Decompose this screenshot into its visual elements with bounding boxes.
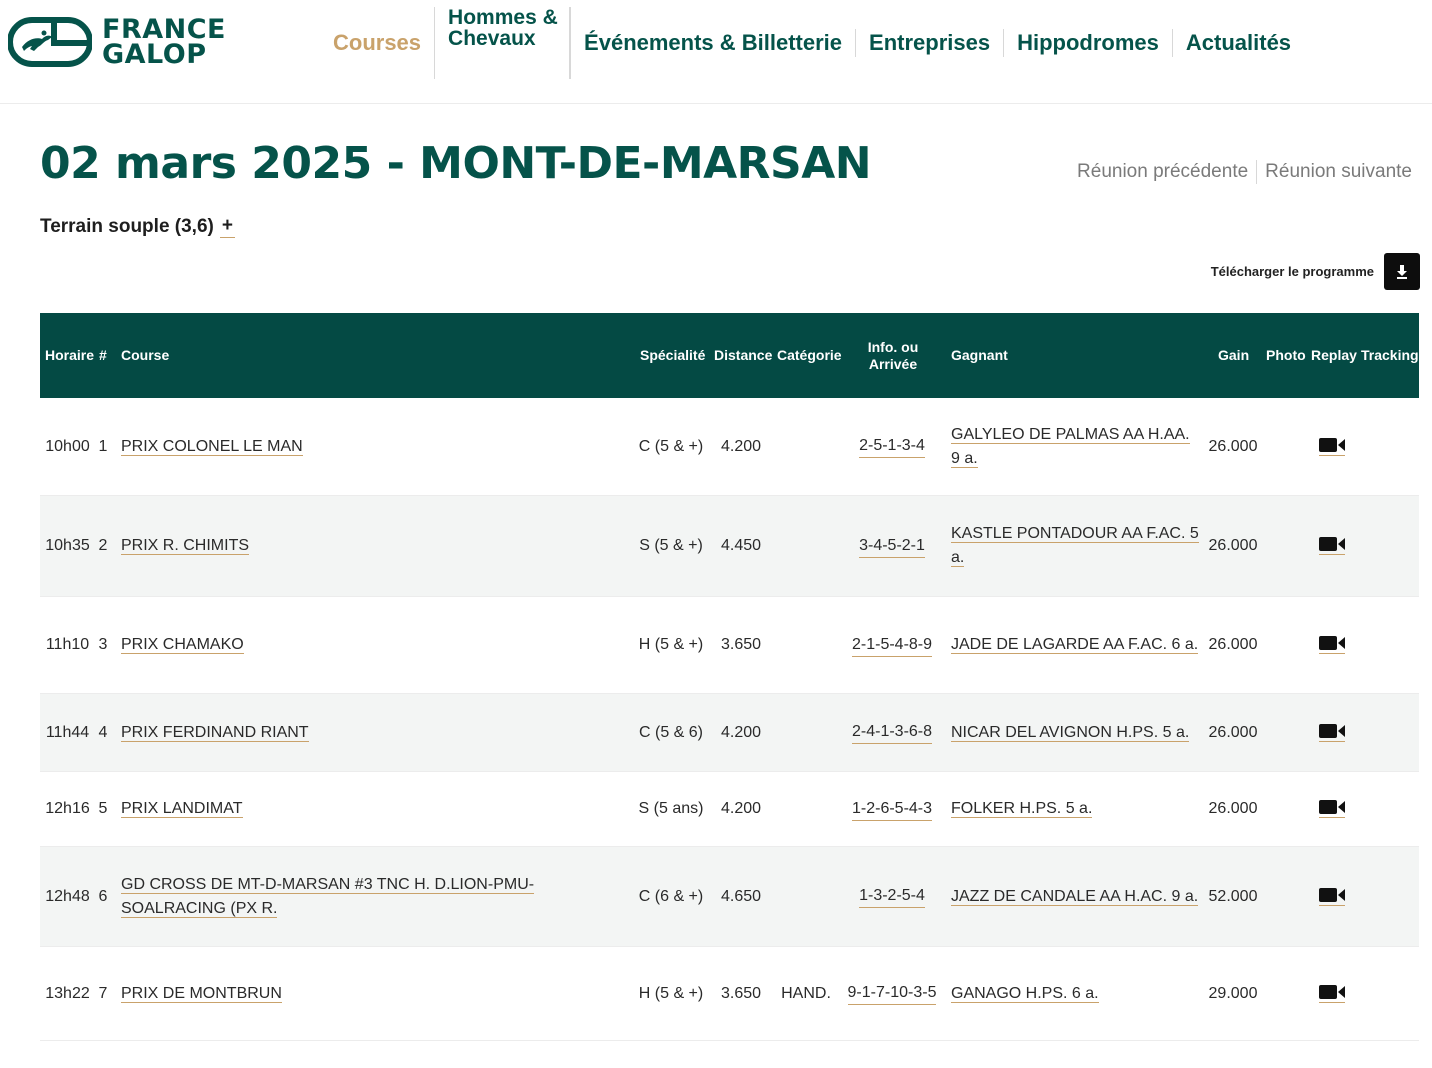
col-gain: Gain	[1218, 347, 1250, 363]
download-program-label: Télécharger le programme	[1210, 264, 1374, 279]
race-name-link[interactable]: GD CROSS DE MT-D-MARSAN #3 TNC H. D.LION-PMU-SOALRACING (PX R.	[121, 875, 535, 917]
race-gain: 26.000	[1208, 537, 1258, 554]
race-distance: 3.650	[720, 984, 762, 1002]
horse-logo-icon	[8, 17, 92, 67]
race-name-link[interactable]: PRIX LANDIMAT	[121, 800, 243, 817]
race-number: 2	[98, 537, 108, 554]
col-course: Course	[121, 347, 170, 363]
arrivee-link[interactable]: 3-4-5-2-1	[859, 535, 925, 558]
winner-link[interactable]: GANAGO H.PS. 6 a.	[951, 984, 1099, 1002]
race-distance: 4.200	[720, 723, 762, 741]
race-distance: 4.650	[720, 887, 762, 905]
col-distance: Distance	[714, 347, 773, 363]
race-distance: 3.650	[720, 636, 762, 653]
video-camera-icon	[1319, 888, 1345, 902]
horaire-cell	[40, 398, 95, 495]
races-table	[40, 313, 1419, 1041]
gagnant-wrapper	[951, 423, 1201, 471]
gagnant-cell	[951, 947, 1201, 1040]
gain-cell	[1203, 597, 1263, 693]
video-camera-icon	[1319, 800, 1345, 814]
table-body	[40, 398, 1419, 1041]
terrain-label: Terrain souple (3,6)	[40, 215, 214, 237]
gagnant-cell	[951, 597, 1201, 693]
arrivee-link[interactable]: 1-3-2-5-4	[859, 885, 925, 908]
arrivee-cell	[842, 496, 942, 596]
gagnant-cell	[951, 398, 1201, 495]
race-distance: 4.450	[720, 537, 762, 554]
race-name-link[interactable]: PRIX CHAMAKO	[121, 636, 244, 653]
course-wrapper	[121, 873, 561, 921]
nav-courses[interactable]: Courses	[333, 30, 422, 55]
col-categorie: Catégorie	[777, 347, 842, 363]
winner-link[interactable]: FOLKER H.PS. 5 a.	[951, 800, 1093, 817]
course-wrapper	[121, 435, 303, 459]
winner-link[interactable]: JAZZ DE CANDALE AA H.AC. 9 a.	[951, 887, 1199, 905]
gagnant-cell	[951, 847, 1201, 946]
race-specialite: S (5 & +)	[639, 537, 703, 554]
replay-button[interactable]	[1319, 800, 1345, 818]
col-specialite: Spécialité	[640, 347, 706, 363]
col-info-line-1: Info. ou	[867, 338, 919, 355]
distance-cell	[710, 496, 772, 596]
nav-hippodromes[interactable]: Hippodromes	[1003, 29, 1172, 57]
table-row	[40, 694, 1419, 772]
col-info-line-2: Arrivée	[868, 355, 918, 372]
gain-cell	[1203, 496, 1263, 596]
categorie-cell	[775, 847, 837, 946]
course-wrapper	[121, 534, 249, 558]
specialite-cell	[632, 947, 710, 1040]
distance-cell	[710, 398, 772, 495]
race-specialite: S (5 ans)	[638, 800, 704, 817]
previous-meeting-link[interactable]: Réunion précédente	[1077, 161, 1249, 182]
race-number: 5	[98, 800, 108, 817]
horaire-cell	[40, 772, 95, 846]
race-gain: 26.000	[1208, 437, 1258, 455]
race-number-cell	[95, 694, 111, 771]
terrain-info	[40, 215, 235, 238]
distance-cell	[710, 947, 772, 1040]
race-specialite: H (5 & +)	[638, 984, 704, 1002]
gagnant-cell	[951, 496, 1201, 596]
gain-cell	[1203, 772, 1263, 846]
replay-button[interactable]	[1319, 724, 1345, 742]
race-number-cell	[95, 597, 111, 693]
page-title: 02 mars 2025 - MONT-DE-MARSAN	[40, 138, 872, 189]
replay-cell	[1306, 496, 1358, 596]
table-header	[40, 313, 1419, 398]
video-camera-icon	[1319, 438, 1345, 452]
arrivee-link[interactable]: 9-1-7-10-3-5	[848, 982, 937, 1005]
race-name-link[interactable]: PRIX DE MONTBRUN	[121, 984, 282, 1002]
replay-cell	[1306, 947, 1358, 1040]
course-wrapper	[121, 721, 309, 745]
categorie-cell	[775, 947, 837, 1040]
distance-cell	[710, 694, 772, 771]
terrain-expand-button[interactable]: +	[221, 215, 233, 236]
arrivee-cell	[842, 947, 942, 1040]
race-name-link[interactable]: PRIX R. CHIMITS	[121, 537, 250, 554]
race-specialite: C (6 & +)	[638, 887, 704, 905]
course-wrapper	[121, 633, 244, 657]
col-number: #	[99, 347, 107, 363]
race-distance: 4.200	[720, 800, 762, 817]
course-wrapper	[121, 797, 243, 821]
specialite-cell	[632, 597, 710, 693]
replay-button[interactable]	[1319, 537, 1345, 555]
race-specialite: H (5 & +)	[638, 636, 704, 653]
specialite-cell	[632, 398, 710, 495]
video-camera-icon	[1319, 724, 1345, 738]
brand-name	[102, 14, 226, 70]
specialite-cell	[632, 847, 710, 946]
distance-cell	[710, 847, 772, 946]
race-number: 6	[98, 887, 108, 905]
col-horaire: Horaire	[45, 347, 95, 363]
gain-cell	[1203, 694, 1263, 771]
arrivee-cell	[842, 847, 942, 946]
download-icon	[1395, 264, 1409, 280]
divider	[1256, 160, 1257, 184]
course-wrapper	[121, 982, 282, 1006]
course-cell	[121, 694, 561, 771]
video-camera-icon	[1319, 636, 1345, 650]
distance-cell	[710, 597, 772, 693]
race-number-cell	[95, 772, 111, 846]
course-cell	[121, 496, 561, 596]
winner-link[interactable]: GALYLEO DE PALMAS AA H.AA. 9 a.	[951, 425, 1190, 467]
course-cell	[121, 597, 561, 693]
horaire-cell	[40, 496, 95, 596]
gain-cell	[1203, 947, 1263, 1040]
nav-hommes-chevaux[interactable]: Hommes & Chevaux	[434, 7, 571, 79]
table-row	[40, 847, 1419, 947]
gain-cell	[1203, 398, 1263, 495]
replay-cell	[1306, 694, 1358, 771]
horaire-cell	[40, 597, 95, 693]
race-gain: 26.000	[1208, 636, 1258, 653]
arrivee-link[interactable]: 2-4-1-3-6-8	[852, 721, 932, 744]
race-number-cell	[95, 398, 111, 495]
race-time: 10h00	[45, 437, 90, 455]
arrivee-cell	[842, 772, 942, 846]
race-number: 7	[98, 984, 108, 1002]
specialite-cell	[632, 694, 710, 771]
gagnant-wrapper	[951, 721, 1189, 745]
race-time: 13h22	[45, 984, 90, 1002]
brand-line-2: GALOP	[102, 39, 207, 70]
arrivee-cell	[842, 597, 942, 693]
table-row	[40, 947, 1419, 1041]
race-time: 11h10	[45, 636, 90, 653]
video-camera-icon	[1319, 985, 1345, 999]
download-button[interactable]	[1384, 253, 1420, 290]
replay-button[interactable]	[1319, 636, 1345, 654]
race-time: 10h35	[45, 537, 90, 554]
horaire-cell	[40, 947, 95, 1040]
categorie-cell	[775, 496, 837, 596]
brand-line-1: FRANCE	[102, 14, 226, 45]
race-specialite: C (5 & +)	[638, 437, 704, 455]
gagnant-wrapper	[951, 982, 1099, 1006]
horaire-cell	[40, 847, 95, 946]
video-camera-icon	[1319, 537, 1345, 551]
meeting-navigation	[1077, 160, 1412, 184]
race-gain: 52.000	[1208, 887, 1258, 905]
course-cell	[121, 847, 561, 946]
replay-cell	[1306, 772, 1358, 846]
table-row	[40, 772, 1419, 847]
race-categorie: HAND.	[781, 984, 831, 1002]
col-tracking: Tracking	[1361, 347, 1419, 363]
course-cell	[121, 947, 561, 1040]
race-number-cell	[95, 496, 111, 596]
col-info-arrivee	[850, 313, 936, 398]
arrivee-cell	[842, 398, 942, 495]
replay-cell	[1306, 847, 1358, 946]
gagnant-wrapper	[951, 522, 1201, 570]
replay-button[interactable]	[1319, 438, 1345, 456]
main-nav	[324, 0, 1304, 86]
replay-cell	[1306, 398, 1358, 495]
horaire-cell	[40, 694, 95, 771]
replay-button[interactable]	[1319, 985, 1345, 1003]
gagnant-wrapper	[951, 885, 1198, 909]
table-row	[40, 496, 1419, 597]
arrivee-cell	[842, 694, 942, 771]
nav-actualites[interactable]: Actualités	[1172, 29, 1304, 57]
race-distance: 4.200	[720, 437, 762, 455]
race-number: 1	[98, 437, 108, 455]
race-number: 4	[98, 723, 108, 741]
table-row	[40, 597, 1419, 694]
replay-cell	[1306, 597, 1358, 693]
france-galop-logo[interactable]	[8, 16, 253, 68]
nav-entreprises[interactable]: Entreprises	[855, 29, 1003, 57]
gagnant-cell	[951, 772, 1201, 846]
download-program	[1211, 253, 1420, 290]
race-name-link[interactable]: PRIX FERDINAND RIANT	[121, 723, 309, 741]
arrivee-link[interactable]: 2-5-1-3-4	[859, 435, 925, 458]
gagnant-wrapper	[951, 797, 1092, 821]
winner-link[interactable]: KASTLE PONTADOUR AA F.AC. 5 a.	[951, 525, 1199, 566]
race-time: 12h48	[45, 887, 90, 905]
gagnant-cell	[951, 694, 1201, 771]
race-gain: 26.000	[1208, 723, 1258, 741]
race-number-cell	[95, 947, 111, 1040]
race-number: 3	[98, 636, 108, 653]
race-time: 11h44	[45, 723, 90, 741]
winner-link[interactable]: NICAR DEL AVIGNON H.PS. 5 a.	[951, 723, 1190, 741]
specialite-cell	[632, 496, 710, 596]
site-header	[0, 0, 1432, 104]
race-name-link[interactable]: PRIX COLONEL LE MAN	[121, 437, 303, 455]
categorie-cell	[775, 694, 837, 771]
specialite-cell	[632, 772, 710, 846]
categorie-cell	[775, 772, 837, 846]
categorie-cell	[775, 597, 837, 693]
next-meeting-link[interactable]: Réunion suivante	[1265, 161, 1412, 182]
course-cell	[121, 398, 561, 495]
table-row	[40, 398, 1419, 496]
replay-button[interactable]	[1319, 888, 1345, 906]
course-cell	[121, 772, 561, 846]
arrivee-link[interactable]: 2-1-5-4-8-9	[852, 634, 932, 657]
col-photo: Photo	[1266, 347, 1306, 363]
race-specialite: C (5 & 6)	[638, 723, 703, 741]
col-gagnant: Gagnant	[951, 347, 1008, 363]
race-gain: 26.000	[1208, 800, 1258, 817]
winner-link[interactable]: JADE DE LAGARDE AA F.AC. 6 a.	[951, 636, 1199, 653]
col-replay: Replay	[1311, 347, 1357, 363]
race-time: 12h16	[45, 800, 90, 817]
nav-evenements-billetterie[interactable]: Événements & Billetterie	[584, 30, 843, 55]
race-gain: 29.000	[1208, 984, 1258, 1002]
arrivee-link[interactable]: 1-2-6-5-4-3	[852, 798, 932, 821]
gagnant-wrapper	[951, 633, 1198, 657]
categorie-cell	[775, 398, 837, 495]
distance-cell	[710, 772, 772, 846]
race-number-cell	[95, 847, 111, 946]
gain-cell	[1203, 847, 1263, 946]
